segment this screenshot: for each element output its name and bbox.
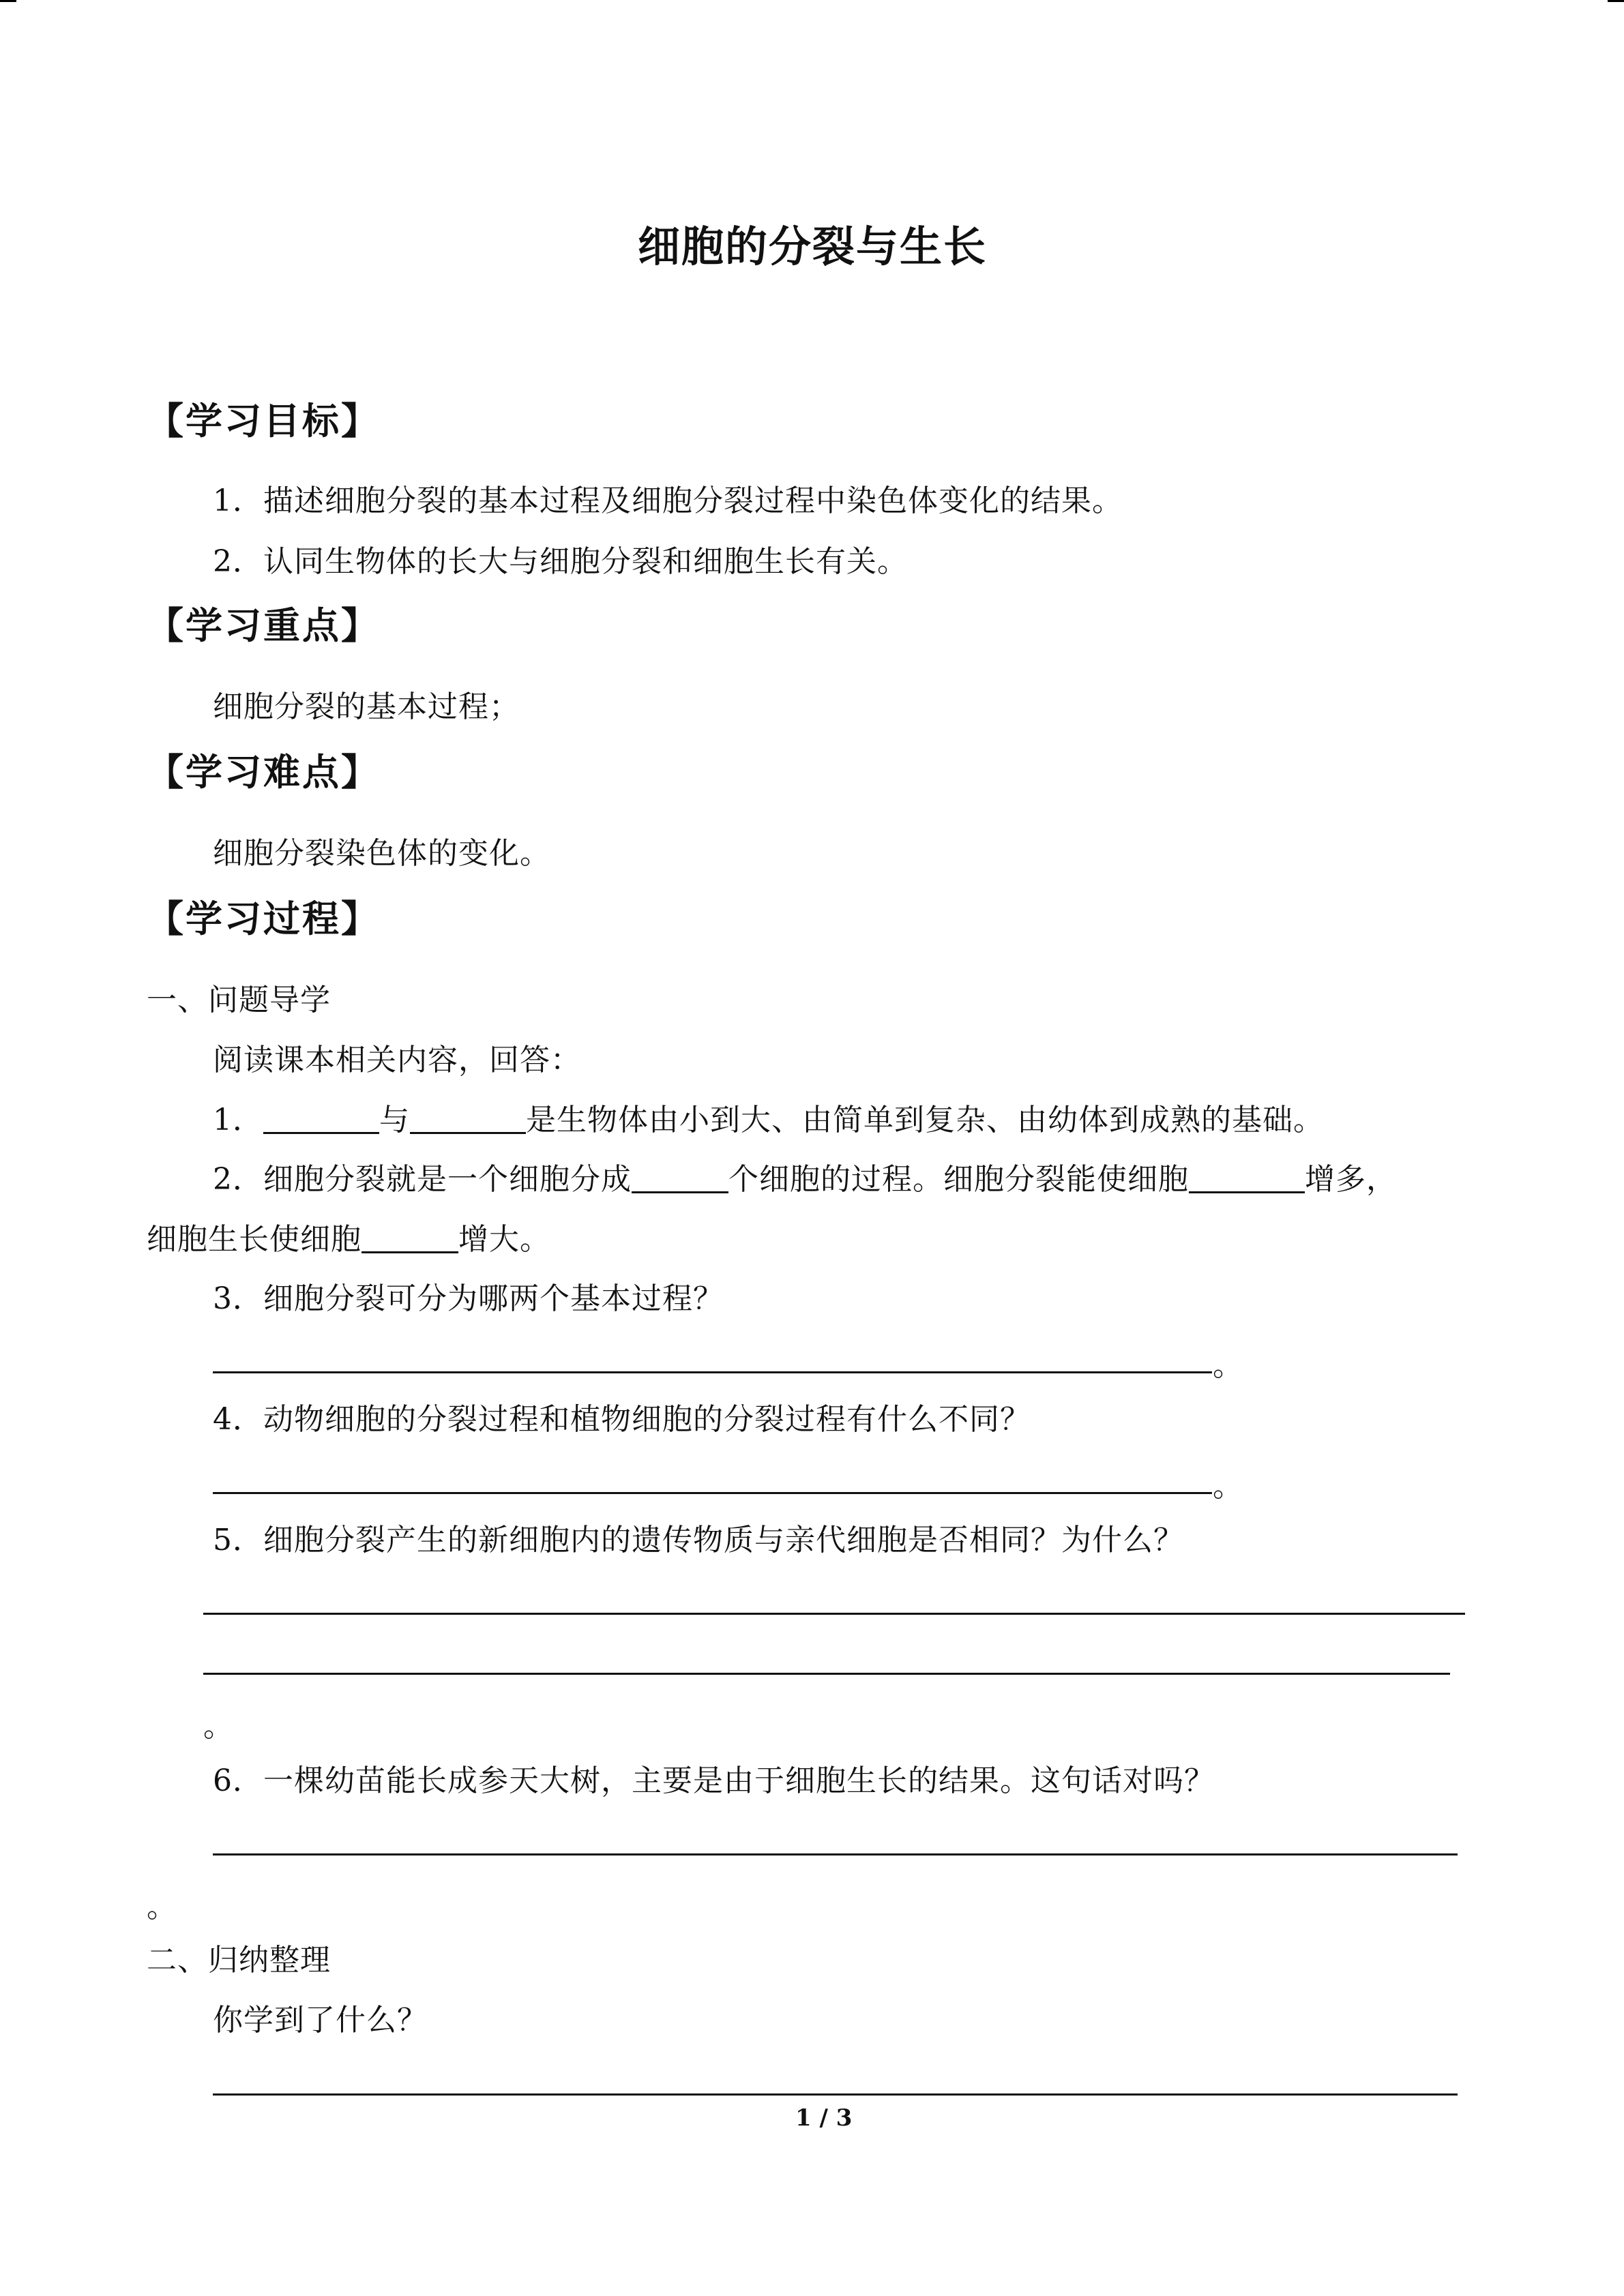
question-1-blank-1[interactable]	[263, 1105, 379, 1134]
page-number: 1 / 3	[795, 2104, 853, 2132]
question-1	[213, 1095, 1324, 1139]
part1-heading: 一、问题导学	[147, 983, 331, 1017]
question-2-line2-start: 细胞生长使细胞	[147, 1222, 361, 1257]
question-2-line-2	[147, 1214, 550, 1258]
document-title: 细胞的分裂与生长	[638, 222, 988, 271]
objectives-heading: 【学习目标】	[147, 400, 380, 443]
question-2-line-1	[213, 1154, 1397, 1198]
part2-heading: 二、归纳整理	[147, 1943, 331, 1978]
question-2-mid2: 增多，	[1305, 1162, 1397, 1197]
difficulties-heading: 【学习难点】	[147, 751, 380, 794]
question-3-answer-line[interactable]	[213, 1371, 1212, 1373]
key-points-text: 细胞分裂的基本过程；	[213, 689, 520, 724]
question-3: 3．细胞分裂可分为哪两个基本过程？	[213, 1281, 724, 1316]
process-heading: 【学习过程】	[147, 897, 380, 940]
question-4: 4．动物细胞的分裂过程和植物细胞的分裂过程有什么不同？	[213, 1402, 1031, 1437]
question-2-start: 2．细胞分裂就是一个细胞分成	[213, 1162, 632, 1197]
part2-question: 你学到了什么？	[213, 2003, 428, 2038]
page-corner-mark-right	[1608, 0, 1624, 2]
question-1-blank-2[interactable]	[410, 1105, 526, 1134]
difficulties-text: 细胞分裂染色体的变化。	[213, 836, 550, 871]
question-1-mid: 与	[379, 1103, 410, 1137]
question-5: 5．细胞分裂产生的新细胞内的遗传物质与亲代细胞是否相同？为什么？	[213, 1523, 1184, 1557]
question-6: 6．一棵幼苗能长成参天大树，主要是由于细胞生长的结果。这句话对吗？	[213, 1763, 1215, 1798]
page-corner-mark-left	[0, 0, 16, 2]
part2-answer-line[interactable]	[213, 2093, 1458, 2096]
key-points-heading: 【学习重点】	[147, 604, 380, 647]
question-5-answer-line-2[interactable]	[203, 1673, 1450, 1675]
question-2-blank-3[interactable]	[361, 1224, 458, 1253]
question-2-line2-end: 增大。	[458, 1222, 550, 1257]
question-2-blank-2[interactable]	[1189, 1164, 1305, 1193]
question-3-period: 。	[1213, 1348, 1243, 1383]
objective-item-1: 1．描述细胞分裂的基本过程及细胞分裂过程中染色体变化的结果。	[213, 483, 1123, 518]
question-5-period: 。	[203, 1709, 234, 1744]
objective-item-2: 2．认同生物体的长大与细胞分裂和细胞生长有关。	[213, 544, 908, 579]
part1-instruction: 阅读课本相关内容，回答：	[213, 1043, 581, 1077]
question-4-answer-line[interactable]	[213, 1492, 1212, 1494]
question-2-mid1: 个细胞的过程。细胞分裂能使细胞	[728, 1162, 1189, 1197]
question-5-answer-line-1[interactable]	[203, 1613, 1465, 1615]
question-1-number: 1．	[213, 1103, 263, 1137]
question-6-answer-line[interactable]	[213, 1853, 1458, 1855]
question-2-blank-1[interactable]	[632, 1164, 728, 1193]
question-4-period: 。	[1213, 1469, 1243, 1504]
question-1-end: 是生物体由小到大、由简单到复杂、由幼体到成熟的基础。	[526, 1103, 1324, 1137]
question-6-period: 。	[147, 1890, 177, 1924]
